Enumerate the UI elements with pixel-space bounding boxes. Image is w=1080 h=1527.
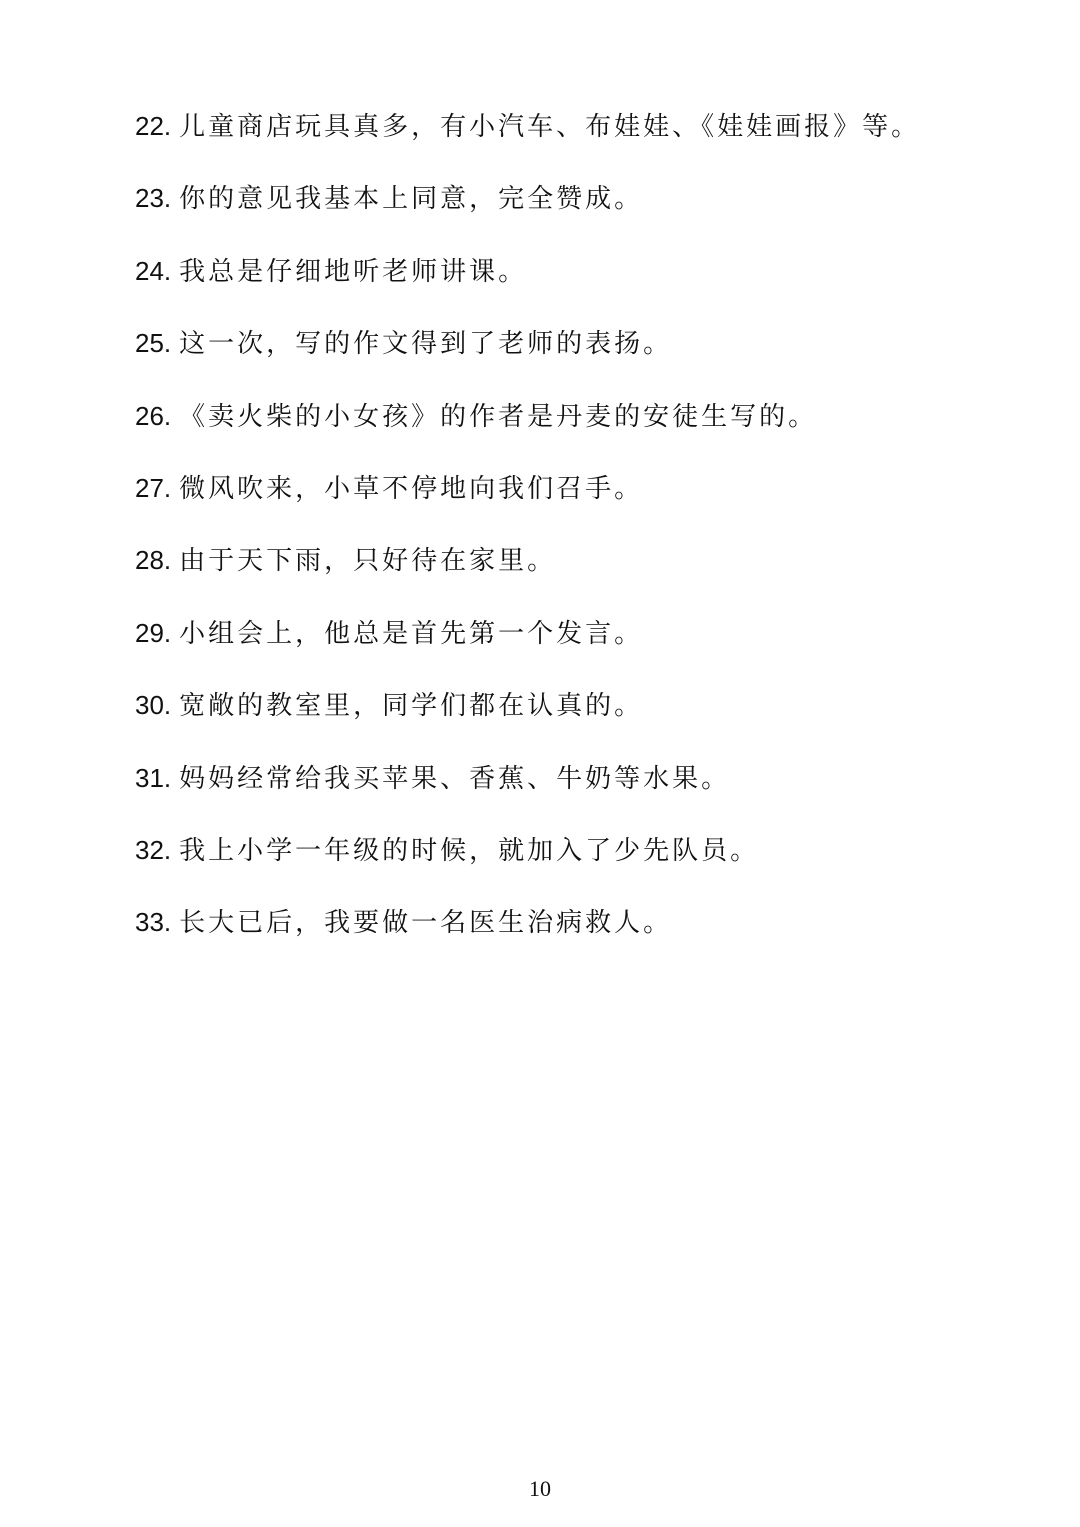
item-number: 32. — [135, 834, 172, 865]
item-text: 长大已后，我要做一名医生治病救人。 — [179, 908, 673, 939]
list-item — [135, 249, 1015, 321]
item-text: 这一次，写的作文得到了老师的表扬。 — [179, 329, 673, 360]
item-text: 《卖火柴的小女孩》的作者是丹麦的安徒生写的。 — [179, 401, 818, 432]
list-item — [135, 321, 1015, 393]
item-number: 23. — [135, 183, 172, 214]
list-item — [135, 394, 1015, 466]
item-text: 妈妈经常给我买苹果、香蕉、牛奶等水果。 — [179, 763, 731, 794]
item-number: 22. — [135, 111, 172, 141]
item-text: 小组会上，他总是首先第一个发言。 — [179, 618, 644, 649]
list-item — [135, 900, 1015, 972]
list-item — [135, 176, 1015, 248]
list-item — [135, 104, 1015, 176]
item-number: 28. — [135, 545, 172, 576]
list-item — [135, 828, 1015, 900]
item-number: 26. — [135, 400, 172, 431]
item-text: 宽敞的教室里，同学们都在认真的。 — [179, 691, 644, 722]
item-text: 我上小学一年级的时候，就加入了少先队员。 — [179, 835, 760, 866]
item-number: 30. — [135, 690, 172, 721]
list-item — [135, 683, 1015, 755]
item-number: 24. — [135, 255, 172, 286]
item-text: 由于天下雨，只好待在家里。 — [179, 546, 557, 577]
list-item — [135, 756, 1015, 828]
sentence-list — [135, 104, 1015, 973]
item-number: 25. — [135, 328, 172, 359]
item-number: 31. — [135, 762, 172, 793]
list-item — [135, 466, 1015, 538]
page-number: 10 — [529, 1476, 551, 1501]
item-number: 27. — [135, 472, 172, 503]
item-text: 你的意见我基本上同意，完全赞成。 — [179, 184, 644, 215]
item-text: 我总是仔细地听老师讲课。 — [179, 256, 528, 287]
item-number: 29. — [135, 617, 172, 648]
list-item — [135, 538, 1015, 610]
item-number: 33. — [135, 907, 172, 938]
item-text: 微风吹来，小草不停地向我们召手。 — [179, 473, 644, 504]
item-text: 儿童商店玩具真多，有小汽车、布娃娃、《娃娃画报》等。 — [179, 112, 921, 142]
list-item — [135, 611, 1015, 683]
